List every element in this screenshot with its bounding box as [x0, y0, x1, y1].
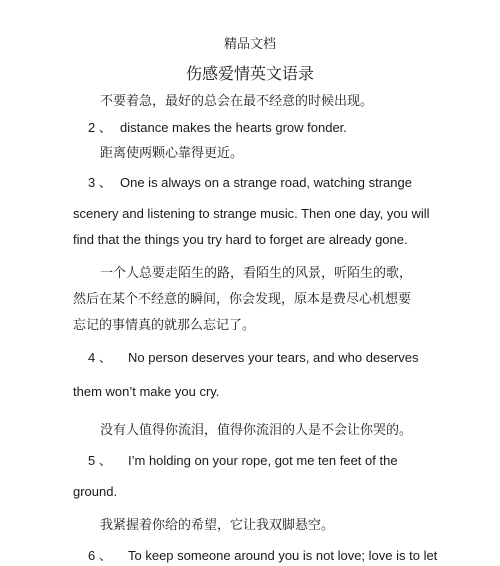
quote-5-number: 5 、	[88, 453, 112, 468]
quote-4-english-line-1: No person deserves your tears, and who deserves	[128, 350, 419, 365]
quote-3-chinese-line-2: 然后在某个不经意的瞬间，你会发现，原本是费尽心机想要	[73, 292, 412, 307]
quote-3-number: 3 、	[88, 175, 112, 190]
quote-4-chinese: 没有人值得你流泪，值得你流泪的人是不会让你哭的。	[100, 423, 413, 438]
document-header: 精品文档	[223, 37, 276, 52]
quote-2-number: 2 、	[88, 120, 112, 135]
quote-5-english-line-1: I’m holding on your rope, got me ten feet of the	[128, 453, 398, 468]
quote-3-english-line-2: scenery and listening to strange music. Then one day, you will	[73, 206, 430, 221]
quote-5-english-line-2: ground.	[73, 484, 118, 499]
quote-6-english-line-1: To keep someone around you is not love; love is to let	[128, 548, 438, 563]
quote-6-number: 6 、	[88, 548, 112, 563]
quote-2-english: distance makes the hearts grow fonder.	[120, 120, 347, 135]
quote-4-number: 4 、	[88, 350, 112, 365]
quote-1-chinese: 不要着急，最好的总会在最不经意的时候出现。	[100, 94, 374, 109]
document-title: 伤感爱情英文语录	[185, 64, 314, 83]
quote-4-english-line-2: them won’t make you cry.	[73, 384, 220, 399]
quote-3-english-line-1: One is always on a strange road, watching strange	[120, 175, 412, 190]
quote-5-chinese: 我紧握着你给的希望，它让我双脚悬空。	[100, 518, 335, 533]
quote-3-chinese-line-1: 一个人总要走陌生的路，看陌生的风景，听陌生的歌，	[100, 266, 413, 281]
quote-3-chinese-line-3: 忘记的事情真的就那么忘记了。	[73, 318, 256, 333]
quote-2-chinese: 距离使两颗心靠得更近。	[100, 146, 244, 161]
quote-3-english-line-3: find that the things you try hard to forget are already gone.	[73, 232, 408, 247]
